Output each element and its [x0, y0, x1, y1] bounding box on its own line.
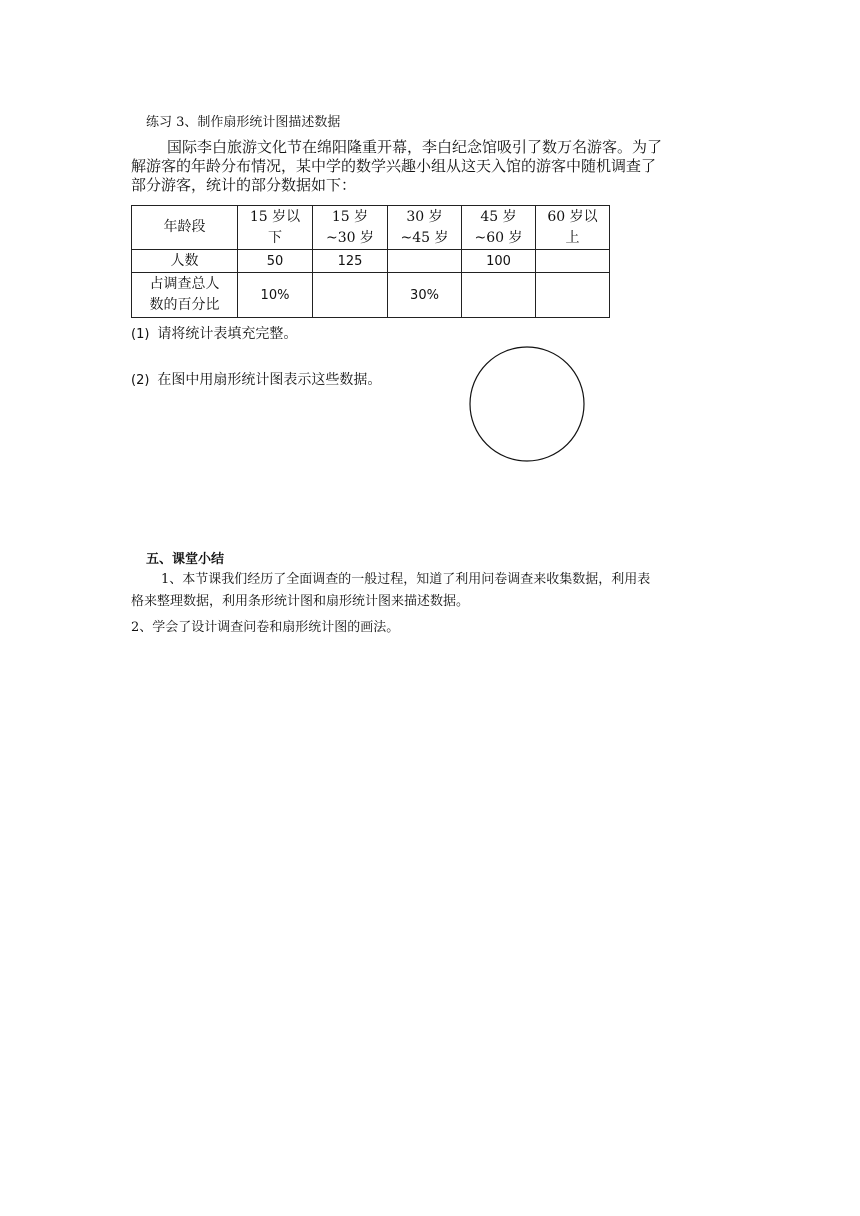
blank-pie-chart-circle: [469, 346, 585, 462]
question-text: 在图中用扇形统计图表示这些数据。: [157, 372, 382, 388]
header-label: 年龄段: [163, 219, 206, 235]
count-cell: 50: [238, 250, 313, 273]
header-text: ~30 岁: [326, 229, 374, 246]
question-number: (2): [131, 373, 150, 388]
pie-outline: [470, 347, 584, 461]
count-cell: 125: [313, 250, 388, 273]
count-cell: 100: [462, 250, 536, 273]
percent-label-line: 占调查总人: [149, 276, 220, 292]
header-text: 60 岁以: [547, 208, 598, 225]
percent-cell: 10%: [238, 273, 313, 318]
summary-item-1-line-2: 格来整理数据，利用条形统计图和扇形统计图来描述数据。: [131, 594, 470, 609]
percent-cell-blank: [536, 273, 610, 318]
header-label-cell: [132, 206, 238, 250]
question-2: [131, 369, 381, 389]
header-text: 15 岁以: [249, 208, 301, 225]
count-cell-blank: [536, 250, 610, 273]
percent-cell-blank: [462, 273, 536, 318]
percent-label-line: 数的百分比: [149, 297, 220, 313]
header-text: 15 岁: [331, 208, 369, 225]
question-number: (1): [131, 327, 150, 342]
question-text: 请将统计表填充完整。: [157, 326, 298, 342]
header-text: 下: [268, 229, 282, 246]
summary-item-1-line-1: 1、本节课我们经历了全面调查的一般过程，知道了利用问卷调查来收集数据，利用表: [161, 572, 651, 587]
exercise-title: 练习 3、制作扇形统计图描述数据: [146, 115, 341, 130]
header-text: 上: [565, 229, 580, 246]
header-cell-15-30: [313, 206, 388, 250]
table-row-count: [132, 250, 610, 273]
header-text: 45 岁: [480, 208, 517, 225]
header-cell-45-60: [462, 206, 536, 250]
percent-label-cell: [132, 273, 238, 318]
header-text: 30 岁: [406, 208, 443, 225]
percent-cell: 30%: [388, 273, 462, 318]
header-text: ~60 岁: [474, 229, 523, 246]
summary-item-2: 2、学会了设计调查问卷和扇形统计图的画法。: [131, 620, 400, 635]
question-1: [131, 323, 297, 343]
section-heading: 五、课堂小结: [146, 552, 225, 567]
count-label-cell: [132, 250, 238, 273]
problem-text-line-1: 国际李白旅游文化节在绵阳隆重开幕，李白纪念馆吸引了数万名游客。为了: [167, 138, 663, 156]
count-label: 人数: [170, 252, 199, 269]
problem-text-line-3: 部分游客，统计的部分数据如下：: [131, 176, 357, 194]
percent-cell-blank: [313, 273, 388, 318]
age-survey-table: [131, 205, 610, 318]
problem-text-line-2: 解游客的年龄分布情况，某中学的数学兴趣小组从这天入馆的游客中随机调查了: [131, 157, 657, 175]
header-cell-over-60: [536, 206, 610, 250]
header-cell-under-15: [238, 206, 313, 250]
header-text: ~45 岁: [400, 229, 449, 246]
table-row-percent: [132, 273, 610, 318]
header-cell-30-45: [388, 206, 462, 250]
count-cell-blank: [388, 250, 462, 273]
table-header-row: [132, 206, 610, 250]
